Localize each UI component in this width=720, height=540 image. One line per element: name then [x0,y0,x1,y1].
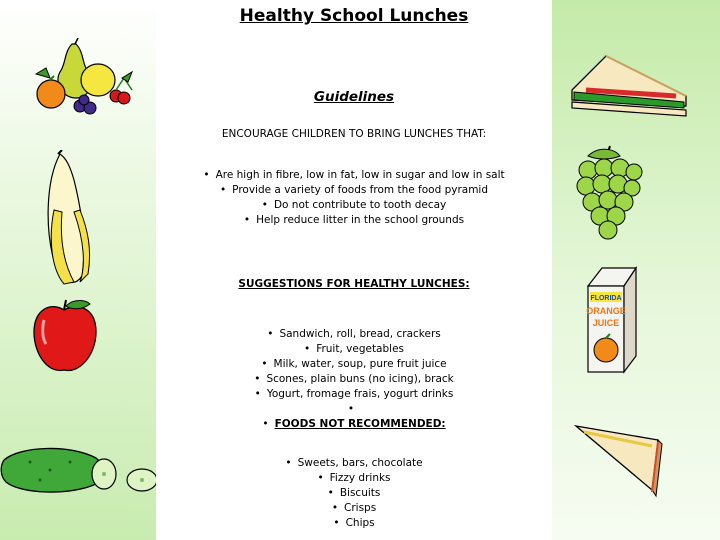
guidelines-subtitle: Guidelines [313,89,395,105]
list-item: • Do not contribute to tooth decay [261,199,447,211]
bullet-icon: • [219,184,227,196]
cucumber-icon [0,440,160,500]
list-item: • Yogurt, fromage frais, yogurt drinks [254,388,454,400]
suggestions-list [156,327,552,432]
suggestions-heading: SUGGESTIONS FOR HEALTHY LUNCHES: [238,278,470,290]
bullet-icon: • [261,199,268,211]
list-item: • Fruit, vegetables [303,343,405,355]
bullet-icon: • [347,403,355,415]
list-item [156,402,552,417]
bullet-icon: • [261,358,268,370]
bullet-icon: • [303,343,311,355]
carton-brand-text: FLORIDA [590,295,622,302]
list-item: • Sweets, bars, chocolate [285,457,423,469]
carton-juice-text: JUICE [592,318,620,328]
bullet-icon: • [285,457,292,469]
bullet-icon: • [254,388,261,400]
bullet-icon: • [317,472,324,484]
guidelines-sheet [156,0,552,540]
bullet-icon: • [333,517,340,529]
list-item: • Chips [333,517,375,529]
apple-icon [30,298,100,378]
list-item: • Fizzy drinks [317,472,391,484]
bullet-icon: • [262,418,269,430]
banana-icon [40,150,95,290]
grapes-icon [574,144,646,242]
list-item: • Sandwich, roll, bread, crackers [267,328,441,340]
list-item: • Scones, plain buns (no icing), brack [254,373,454,385]
page-title: Healthy School Lunches [239,6,469,26]
list-item [156,417,552,432]
list-item: • Biscuits [327,487,381,499]
bullet-icon: • [267,328,274,340]
orange-juice-carton-icon [584,264,640,376]
bullet-icon: • [254,373,261,385]
list-item: • Help reduce litter in the school grounds [243,214,465,226]
sandwich-triangle-icon [572,420,664,502]
bullet-icon: • [327,487,334,499]
not-recommended-list [156,456,552,531]
bullet-icon: • [243,214,251,226]
sandwich-icon [566,50,692,120]
list-item: • Are high in fibre, low in fat, low in sugar and low in salt [203,169,505,181]
carton-orange-text: ORANGE [586,306,626,316]
not-recommended-heading: FOODS NOT RECOMMENDED: [274,418,446,430]
bullet-icon: • [331,502,339,514]
encourage-heading: ENCOURAGE CHILDREN TO BRING LUNCHES THAT: [221,128,487,140]
list-item: • Milk, water, soup, pure fruit juice [261,358,447,370]
fruit-bowl-icon [28,38,138,120]
encourage-list [156,168,552,228]
list-item: • Crisps [331,502,377,514]
bullet-icon: • [203,169,210,181]
list-item: • Provide a variety of foods from the food pyramid [219,184,489,196]
